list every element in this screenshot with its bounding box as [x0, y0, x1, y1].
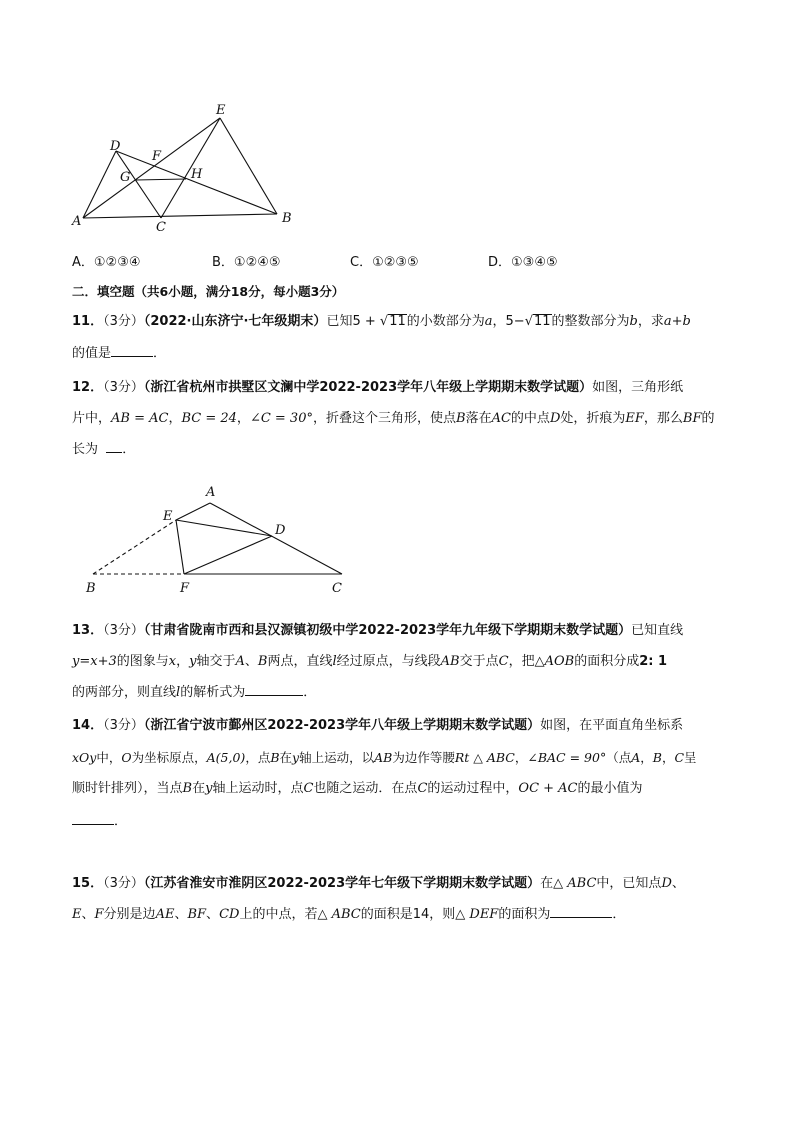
q13-line-2 — [72, 652, 667, 672]
section-title: 二．填空题（共6小题，满分18分，每小题3分） — [72, 284, 345, 299]
fig2-label-c: C — [332, 581, 342, 596]
q13-math: y=x+3 — [72, 654, 117, 669]
q14-text: 的运动过程中， — [427, 781, 519, 796]
q15-math: △ DEF — [455, 907, 499, 922]
q13-math: △AOB — [534, 654, 575, 669]
q15-text: 、 — [81, 907, 95, 922]
q14-source: （浙江省宁波市鄞州区2022-2023学年八年级上学期期末数学试题） — [143, 718, 541, 733]
q11-text: 已知 — [326, 314, 353, 329]
q13-number: 13． — [72, 623, 104, 638]
option-letter: D． — [488, 255, 512, 270]
q15-math: △ ABC — [553, 876, 597, 891]
option-text: ①②③④ — [93, 255, 141, 270]
q14-line-3 — [72, 779, 643, 799]
q13-text: ， — [176, 654, 190, 669]
fig2-label-a: A — [206, 485, 216, 500]
q14-line-1 — [72, 716, 683, 736]
q12-line-3 — [72, 440, 135, 460]
option-d[interactable] — [488, 251, 558, 270]
q12-math: ∠C = 30° — [249, 411, 313, 426]
q14-text: 轴上运动时，点 — [212, 781, 304, 796]
q15-text: 在 — [540, 876, 554, 891]
q14-text: ， — [661, 750, 675, 765]
q11-answer-blank[interactable] — [111, 344, 153, 357]
q12-text: 如图，三角形纸 — [592, 380, 684, 395]
q15-text: 的面积为 — [498, 907, 551, 922]
q13-text: ． — [303, 685, 317, 700]
q15-text: 的面积是14，则 — [360, 907, 456, 922]
q14-math: C — [303, 781, 314, 796]
q11-var-ab: a+b — [663, 314, 691, 329]
q14-line-2 — [72, 748, 697, 768]
fig2-label-f: F — [180, 581, 190, 596]
q13-line-3 — [72, 683, 316, 703]
q13-math: AB — [440, 654, 460, 669]
q14-math: O — [121, 750, 132, 765]
q14-math: xOy — [72, 750, 97, 765]
q12-text: 落在 — [465, 411, 492, 426]
q11-radicand-2: 11 — [533, 314, 551, 329]
q13-score: （3分） — [103, 623, 144, 638]
q12-math: BC = 24 — [181, 411, 237, 426]
q13-text: 的图象与 — [116, 654, 169, 669]
fig1-label-c: C — [156, 220, 166, 235]
option-letter: C． — [350, 255, 373, 270]
answer-options — [72, 251, 722, 271]
q11-line-1 — [72, 312, 691, 332]
q15-number: 15． — [72, 876, 104, 891]
q15-math: AE — [155, 907, 175, 922]
q11-text: 的值是 — [72, 346, 112, 361]
q13-source: （甘肃省陇南市西和县汉源镇初级中学2022-2023学年九年级下学期期末数学试题） — [143, 623, 632, 638]
q15-math: CD — [219, 907, 240, 922]
q12-text: ， — [236, 411, 250, 426]
fig1-label-e: E — [216, 103, 226, 118]
option-a[interactable] — [72, 251, 141, 270]
figure-2-svg — [80, 480, 355, 600]
q11-score: （3分） — [103, 314, 144, 329]
q12-text: ，折叠这个三角形，使点 — [312, 411, 456, 426]
q12-text: ， — [168, 411, 182, 426]
fig2-label-e: E — [163, 509, 173, 524]
q15-math: F — [94, 907, 104, 922]
q13-line-1 — [72, 621, 683, 641]
q14-text: 在 — [279, 750, 293, 765]
q14-math: Rt △ ABC — [454, 750, 515, 765]
q11-text: ，5− — [492, 314, 525, 329]
q14-text: 轴上运动，以 — [299, 750, 375, 765]
q11-source: （2022·山东济宁·七年级期末） — [143, 314, 327, 329]
q13-text: 轴交于 — [196, 654, 236, 669]
q12-math: AC — [491, 411, 511, 426]
q15-math: △ ABC — [317, 907, 361, 922]
q13-math: x — [168, 654, 177, 669]
q14-math: OC + AC — [518, 781, 578, 796]
q15-text: 中，已知点 — [596, 876, 662, 891]
q15-text: 、 — [206, 907, 220, 922]
q11-text: 的整数部分为 — [551, 314, 630, 329]
q15-math: D — [661, 876, 672, 891]
q13-text: 的两部分，则直线 — [72, 685, 177, 700]
q15-line-1 — [72, 874, 685, 894]
fig1-label-b: B — [282, 211, 292, 226]
q12-math: AB = AC — [111, 411, 169, 426]
q14-score: （3分） — [103, 718, 144, 733]
q12-source: （浙江省杭州市拱墅区文澜中学2022-2023学年八年级上学期期末数学试题） — [143, 380, 593, 395]
q13-math: B — [257, 654, 268, 669]
q13-math: C — [498, 654, 509, 669]
q14-math: AB — [374, 750, 393, 765]
q14-text: 也随之运动．在点 — [313, 781, 418, 796]
q15-text: 分别是边 — [103, 907, 156, 922]
q13-text: 两点，直线 — [267, 654, 333, 669]
q12-line-2 — [72, 409, 715, 429]
option-text: ①③④⑤ — [511, 255, 558, 270]
q15-math: BF — [187, 907, 207, 922]
q13-text: 已知直线 — [631, 623, 684, 638]
option-text: ①②③⑤ — [372, 255, 419, 270]
q13-answer-blank[interactable] — [245, 683, 303, 696]
q13-math: 2: 1 — [639, 654, 668, 669]
q14-line-4 — [72, 812, 127, 832]
fig2-label-d: D — [275, 523, 286, 538]
q12-text: 长为 — [72, 442, 99, 457]
q11-radicand-1: 11 — [389, 314, 406, 329]
q14-math: B — [182, 781, 193, 796]
q15-score: （3分） — [103, 876, 144, 891]
option-letter: B． — [212, 255, 234, 270]
q12-text: ，那么 — [643, 411, 683, 426]
q12-text: 的中点 — [510, 411, 550, 426]
q14-text: 呈 — [684, 750, 697, 765]
fig1-label-a: A — [72, 214, 82, 229]
q14-text: （点 — [606, 750, 632, 765]
q11-number: 11． — [72, 314, 104, 329]
q13-text: 的解析式为 — [180, 685, 246, 700]
q12-text: ． — [122, 442, 136, 457]
q15-line-2 — [72, 905, 625, 925]
q13-math: y — [189, 654, 197, 669]
q15-text: ． — [612, 907, 626, 922]
q12-text: 处，折痕为 — [560, 411, 626, 426]
q12-math: BF — [682, 411, 702, 426]
fig1-label-g: G — [120, 170, 131, 185]
fig2-label-b: B — [86, 581, 96, 596]
q13-text: 交于点 — [459, 654, 499, 669]
q14-text: 中， — [96, 750, 122, 765]
q13-math: l — [176, 685, 181, 700]
q15-math: E — [72, 907, 82, 922]
q11-text: ． — [153, 346, 167, 361]
q12-math: EF — [625, 411, 644, 426]
figure-2-folded-triangle — [80, 480, 355, 600]
q14-text: 的最小值为 — [577, 781, 643, 796]
fig1-label-f: F — [152, 149, 162, 164]
q11-var-b: b — [629, 314, 638, 329]
q14-math: y — [292, 750, 300, 765]
q14-number: 14． — [72, 718, 104, 733]
option-text: ①②④⑤ — [233, 255, 281, 270]
q14-math: C — [417, 781, 428, 796]
q14-math: A(5,0) — [206, 750, 246, 765]
q14-math: y — [205, 781, 213, 796]
figure-1-triangles — [70, 100, 310, 235]
q14-text: ，点 — [245, 750, 271, 765]
q13-math: l — [332, 654, 337, 669]
sqrt-symbol: √ — [524, 314, 533, 329]
q14-text: ， — [514, 750, 528, 765]
fig1-label-h: H — [191, 167, 203, 182]
q14-text: ． — [114, 814, 128, 829]
q15-text: 、 — [671, 876, 685, 891]
q15-source: （江苏省淮安市淮阴区2022-2023学年七年级下学期期末数学试题） — [143, 876, 541, 891]
q14-text: 为边作等腰 — [392, 750, 455, 765]
q14-text: ， — [640, 750, 653, 765]
q13-text: ，把 — [508, 654, 535, 669]
q12-text: 的 — [701, 411, 715, 426]
q11-text: 的小数部分为 — [406, 314, 485, 329]
q15-answer-blank[interactable] — [550, 905, 612, 918]
q14-text: 顺时针排列），当点 — [72, 781, 183, 796]
q14-math: B — [652, 750, 662, 765]
sqrt-symbol: √ — [379, 314, 389, 329]
q14-math: B — [270, 750, 280, 765]
figure-1-svg — [70, 100, 310, 235]
option-c[interactable] — [350, 251, 419, 270]
q13-text: 的面积分成 — [574, 654, 640, 669]
q14-answer-blank[interactable] — [72, 812, 114, 825]
q12-answer-blank[interactable] — [106, 440, 122, 453]
q13-math: A — [235, 654, 245, 669]
fig1-label-d: D — [110, 139, 121, 154]
q12-math: B — [456, 411, 466, 426]
q12-number: 12． — [72, 380, 104, 395]
q14-math: ∠BAC = 90° — [527, 750, 607, 765]
q11-line-2 — [72, 344, 166, 364]
q13-text: 经过原点，与线段 — [336, 654, 441, 669]
option-b[interactable] — [212, 251, 281, 270]
q15-text: 、 — [174, 907, 188, 922]
option-letter: A． — [72, 255, 94, 270]
q14-math: A — [631, 750, 641, 765]
q11-text: ，求 — [637, 314, 664, 329]
q13-text: 、 — [244, 654, 258, 669]
q14-text: 在 — [192, 781, 206, 796]
q12-line-1 — [72, 378, 683, 398]
q12-text: 片中， — [72, 411, 112, 426]
q14-text: 如图，在平面直角坐标系 — [540, 718, 684, 733]
q15-text: 上的中点，若 — [239, 907, 318, 922]
q14-text: 为坐标原点， — [131, 750, 207, 765]
q14-math: C — [674, 750, 685, 765]
q11-var-a: a — [484, 314, 493, 329]
q12-score: （3分） — [103, 380, 144, 395]
q11-expr: 5 + — [352, 314, 380, 329]
q12-math: D — [549, 411, 561, 426]
